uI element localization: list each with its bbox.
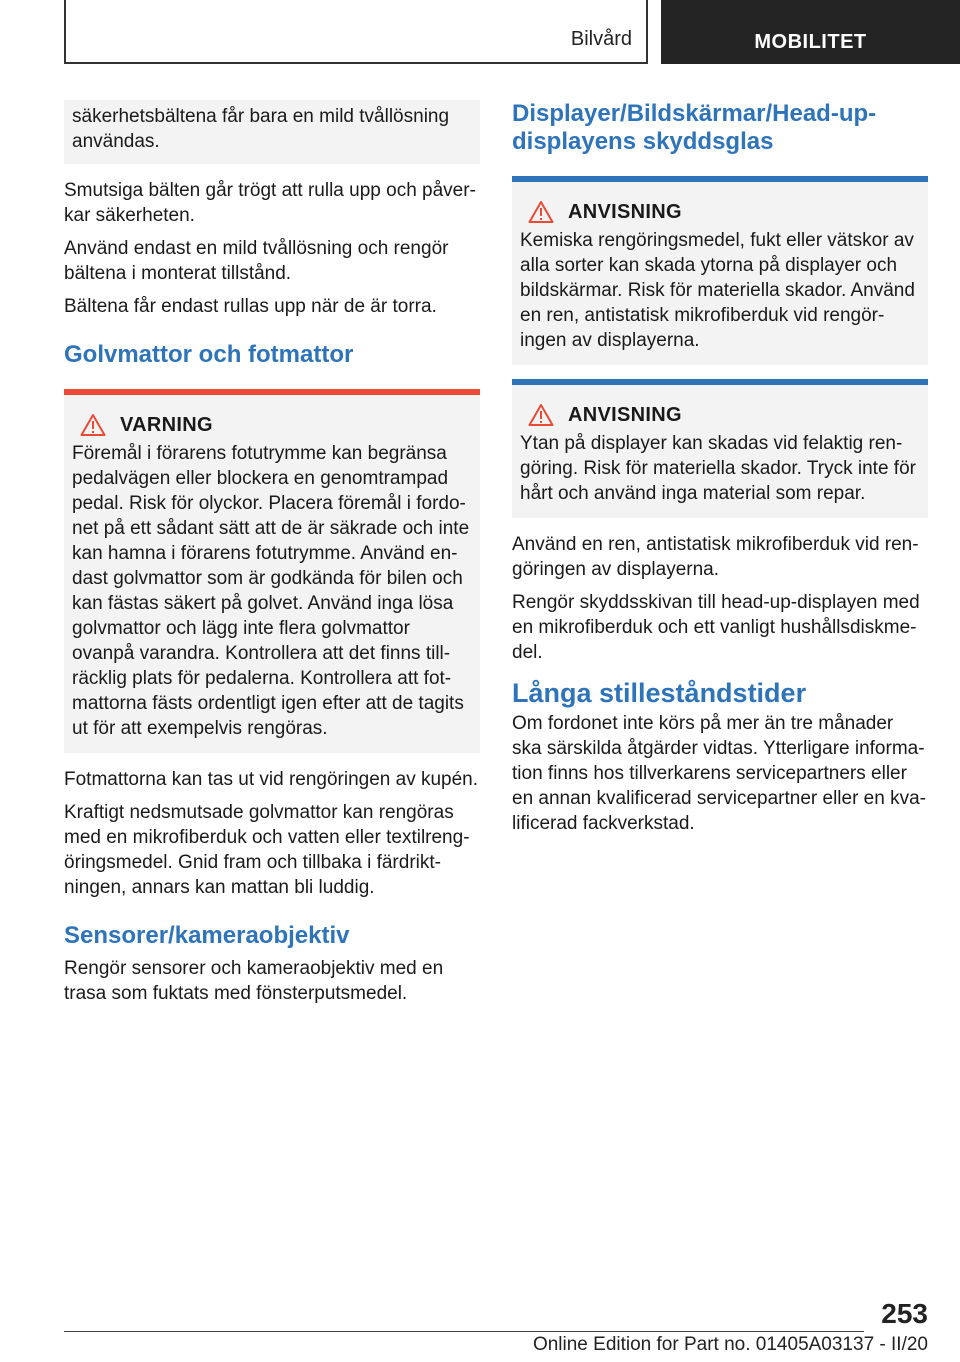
- warning-text: Föremål i förarens fotutrymme kan begränsa pedalvägen eller blockera en genomtrampad pedal. Risk för olyckor. Placera föremål i fordo-net på ett sådant sätt att de är säkrade och inte kan hamna i förarens fotutrymme. Använd en-dast golvmattor som är godkända för bilen och kan fästas säkert på golvet. Använd inga lösa golvmattor och lägg inte flera golvmattor ovanpå varandra. Kontrollera att det finns till-räcklig plats för pedalerna. Kontrollera att fot-mattorna fästs ordentligt igen efter att de tagits ut för att exempelvis rengöras.: [72, 443, 470, 739]
- heading-displays: Displayer/Bildskärmar/Head-up-displayens skyddsglas: [512, 100, 877, 155]
- heading-sensors: Sensorer/kameraobjektiv: [64, 922, 350, 949]
- heading-long-storage: Långa stilleståndstider: [512, 678, 807, 708]
- notice-box: [512, 176, 928, 365]
- notice-box: [512, 379, 928, 518]
- notice-title: ANVISNING: [568, 200, 682, 223]
- paragraph: Om fordonet inte körs på mer än tre månader ska särskilda åtgärder vidtas. Ytterligare informa-tion finns hos tillverkarens servicepartners eller en annan kvalificerad servicepartner eller en kva-lificerad fackverkstad.: [512, 713, 926, 834]
- warning-box: [64, 389, 480, 753]
- continued-text: säkerhetsbältena får bara en mild tvållösning användas.: [72, 106, 450, 152]
- heading-floor-mats: Golvmattor och fotmattor: [64, 341, 354, 368]
- header-chapter-tab: [661, 0, 960, 64]
- notice-header: [520, 385, 920, 431]
- warning-title: VARNING: [120, 413, 213, 436]
- warning-triangle-icon: [80, 413, 106, 437]
- paragraph: Rengör skyddsskivan till head-up-displayen med en mikrofiberduk och ett vanligt hushållsdiskme-del.: [512, 592, 920, 663]
- notice-triangle-icon: [528, 200, 554, 224]
- notice-triangle-icon: [528, 403, 554, 427]
- page-number: 253: [881, 1298, 928, 1329]
- paragraph: Använd endast en mild tvållösning och rengör bältena i monterat tillstånd.: [64, 238, 449, 284]
- notice-text: Kemiska rengöringsmedel, fukt eller vätskor av alla sorter kan skada ytorna på displayer och bildskärmar. Risk för materiella skador. Använd en ren, antistatisk mikrofiberduk vid rengör-ingen av displayerna.: [520, 230, 915, 351]
- paragraph: Kraftigt nedsmutsade golvmattor kan rengöras med en mikrofiberduk och vatten eller textilreng-öringsmedel. Gnid fram och tillbaka i färdrikt-ningen, annars kan mattan bli luddig.: [64, 802, 470, 898]
- notice-title: ANVISNING: [568, 403, 682, 426]
- paragraph: Rengör sensorer och kameraobjektiv med en trasa som fuktats med fönsterputsmedel.: [64, 958, 444, 1004]
- continued-box: [64, 100, 480, 164]
- footer-edition: Online Edition for Part no. 01405A03137 - II/20: [532, 1334, 928, 1355]
- header-section-box: [64, 0, 648, 64]
- footer-divider: [64, 1331, 864, 1332]
- left-column: [64, 100, 480, 1014]
- header-section-title: Bilvård: [570, 28, 632, 50]
- header-chapter-title: MOBILITET: [754, 31, 867, 53]
- notice-header: [520, 182, 920, 228]
- paragraph: Fotmattorna kan tas ut vid rengöringen av kupén.: [64, 769, 479, 790]
- notice-text: Ytan på displayer kan skadas vid felaktig ren-göring. Risk för materiella skador. Tryck inte för hårt och använd inga material som repar.: [520, 433, 916, 504]
- right-column: [512, 100, 928, 844]
- paragraph: Använd en ren, antistatisk mikrofiberduk vid ren-göringen av displayerna.: [512, 534, 919, 580]
- warning-header: [72, 395, 472, 441]
- paragraph: Bältena får endast rullas upp när de är torra.: [64, 296, 437, 317]
- paragraph: Smutsiga bälten går trögt att rulla upp och påver-kar säkerheten.: [64, 180, 476, 226]
